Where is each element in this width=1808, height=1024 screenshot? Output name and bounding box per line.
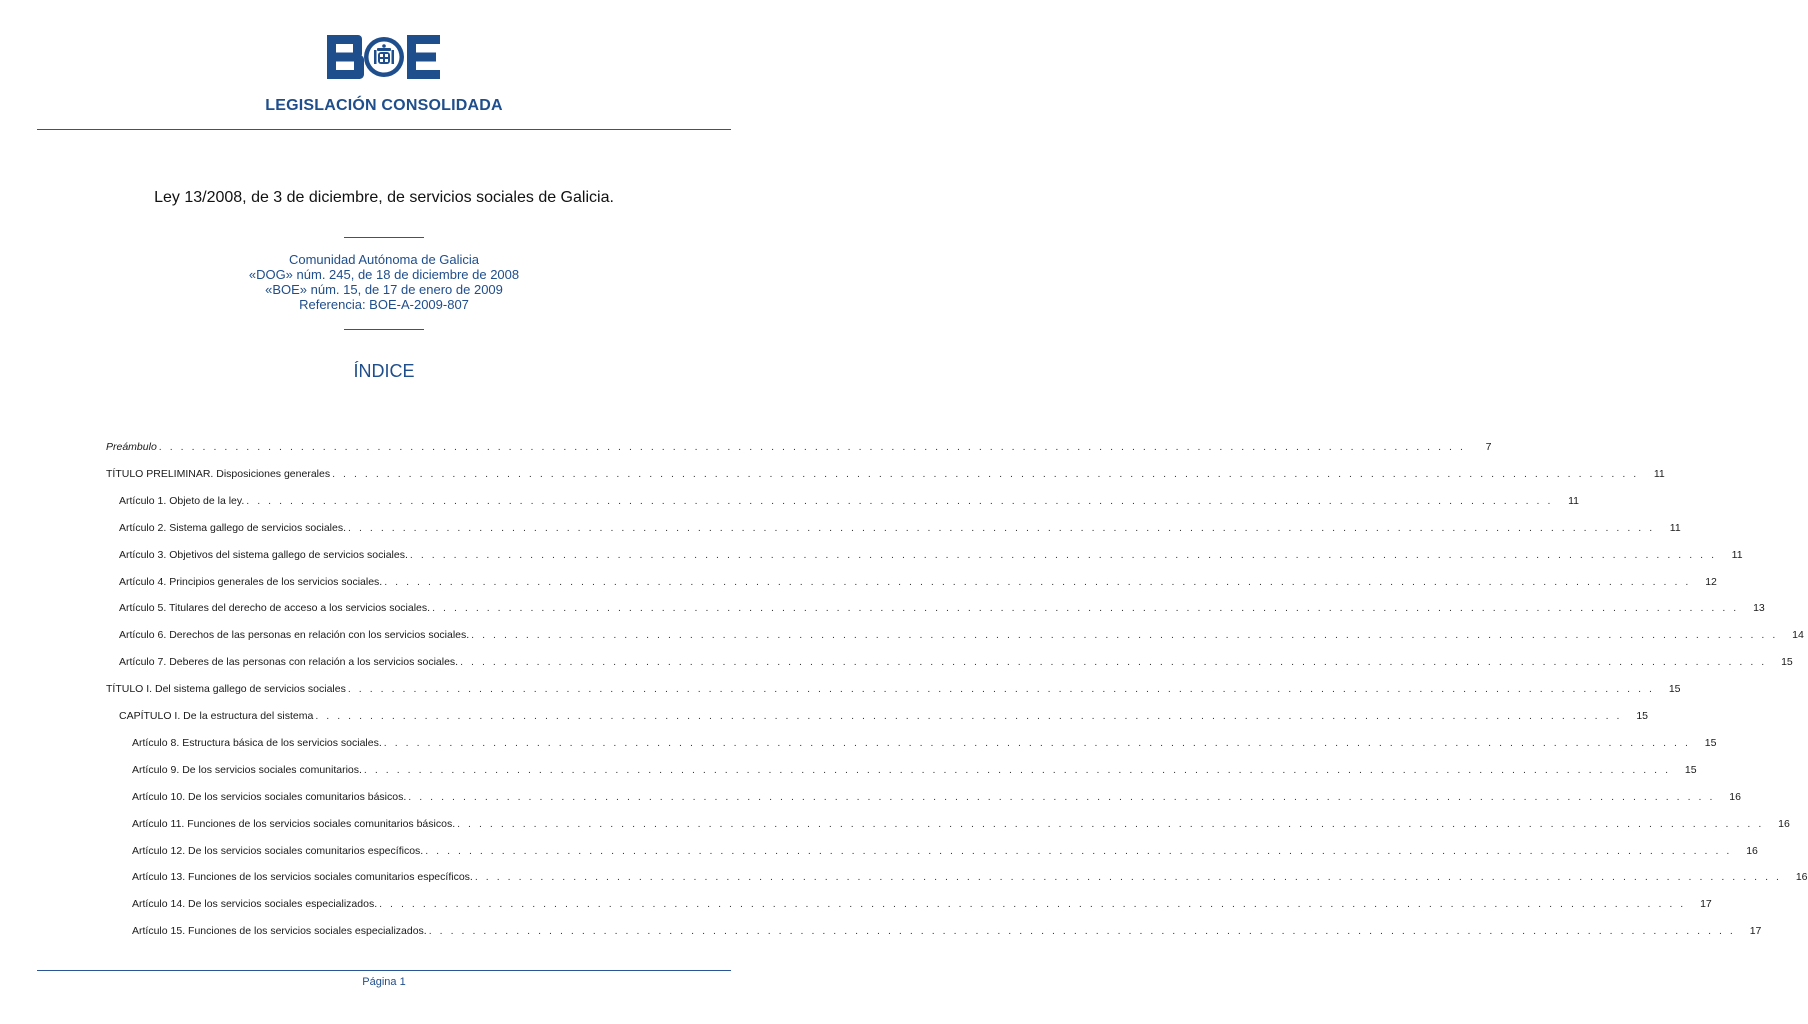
law-title: Ley 13/2008, de 3 de diciembre, de servicios sociales de Galicia.	[154, 189, 614, 206]
toc-dot-leader: . . . . . . . . . . . . . . . . . . . . . . . . . . . . . . . . . . . . . . . . . . . . . . . . . . . . . . . . . . . . . . . . . . . . . . . . . . . . . . . . . . . . . . . . . . . . . . . . . . . . . . . . . . . . . . . . . . . . . . . .	[428, 925, 1736, 937]
toc-entry-label: Artículo 13. Funciones de los servicios sociales comunitarios específicos.	[132, 871, 473, 883]
toc-entry[interactable]	[132, 925, 1762, 939]
toc-entry-page: 15	[1684, 764, 1697, 776]
meta-line-reference: Referencia: BOE-A-2009-807	[299, 297, 469, 312]
toc-entry-page: 7	[1485, 441, 1492, 453]
toc-entry-label: Artículo 11. Funciones de los servicios sociales comunitarios básicos.	[132, 818, 456, 830]
boe-logo-graphic	[327, 34, 441, 80]
toc-dot-leader: . . . . . . . . . . . . . . . . . . . . . . . . . . . . . . . . . . . . . . . . . . . . . . . . . . . . . . . . . . . . . . . . . . . . . . . . . . . . . . . . . . . . . . . . . . . . . . . . . . . . . . . . . . . . . . . . . . . . . . . .	[383, 737, 1691, 749]
toc-dot-leader: . . . . . . . . . . . . . . . . . . . . . . . . . . . . . . . . . . . . . . . . . . . . . . . . . . . . . . . . . . . . . . . . . . . . . . . . . . . . . . . . . . . . . . . . . . . . . . . . . . . . . . . . . . . . . . . . . . . . . . . .	[409, 549, 1717, 561]
toc-entry[interactable]	[132, 818, 1790, 832]
section-heading: LEGISLACIÓN CONSOLIDADA	[265, 97, 503, 114]
toc-entry[interactable]	[106, 441, 1492, 455]
toc-entry-label: TÍTULO PRELIMINAR. Disposiciones generales	[106, 468, 331, 480]
toc-entry-label: Artículo 12. De los servicios sociales comunitarios específicos.	[132, 845, 424, 857]
toc-entry[interactable]	[106, 468, 1665, 482]
toc-dot-leader: . . . . . . . . . . . . . . . . . . . . . . . . . . . . . . . . . . . . . . . . . . . . . . . . . . . . . . . . . . . . . . . . . . . . . . . . . . . . . . . . . . . . . . . . . . . . . . . . . . . . . . . . . . . . . . . . . . . . . . . .	[432, 602, 1739, 614]
footer-divider	[37, 970, 731, 971]
toc-dot-leader: . . . . . . . . . . . . . . . . . . . . . . . . . . . . . . . . . . . . . . . . . . . . . . . . . . . . . . . . . . . . . . . . . . . . . . . . . . . . . . . . . . . . . . . . . . . . . . . . . . . . . . . . . . . . . . . . . . . . . . . .	[379, 898, 1686, 910]
toc-entry[interactable]	[119, 522, 1681, 536]
toc-entry-label: Artículo 8. Estructura básica de los servicios sociales.	[132, 737, 382, 749]
toc-entry-label: Artículo 14. De los servicios sociales especializados.	[132, 898, 378, 910]
toc-entry[interactable]	[132, 898, 1712, 912]
meta-line-community: Comunidad Autónoma de Galicia	[288, 252, 480, 267]
toc-entry-label: Preámbulo	[106, 441, 157, 453]
toc-dot-leader: . . . . . . . . . . . . . . . . . . . . . . . . . . . . . . . . . . . . . . . . . . . . . . . . . . . . . . . . . . . . . . . . . . . . . . . . . . . . . . . . . . . . . . . . . . . . . . . . . . . . . . . . . . . . . . . . . . . . . . . .	[158, 441, 1466, 453]
meta-line-boe: «BOE» núm. 15, de 17 de enero de 2009	[265, 282, 503, 297]
toc-entry-page: 11	[1731, 549, 1743, 561]
toc-dot-leader: . . . . . . . . . . . . . . . . . . . . . . . . . . . . . . . . . . . . . . . . . . . . . . . . . . . . . . . . . . . . . . . . . . . . . . . . . . . . . . . . . . . . . . . . . . . . . . . . . . . . . . . . . . . . . . . . . . . . . . . .	[408, 791, 1715, 803]
meta-divider-top	[344, 237, 424, 238]
toc-entry-page: 15	[1704, 737, 1717, 749]
toc-entry-page: 14	[1792, 629, 1804, 641]
page-number: Página 1	[362, 976, 406, 988]
toc-entry-page: 11	[1669, 522, 1681, 534]
toc-entry-page: 11	[1568, 495, 1579, 507]
toc-entry-page: 16	[1746, 845, 1758, 857]
toc-entry-page: 15	[1668, 683, 1681, 695]
toc-entry[interactable]	[132, 764, 1697, 778]
toc-dot-leader: . . . . . . . . . . . . . . . . . . . . . . . . . . . . . . . . . . . . . . . . . . . . . . . . . . . . . . . . . . . . . . . . . . . . . . . . . . . . . . . . . . . . . . . . . . . . . . . . . . . . . . . . . . . . . . . . . . . . . . . .	[425, 845, 1732, 857]
toc-dot-leader: . . . . . . . . . . . . . . . . . . . . . . . . . . . . . . . . . . . . . . . . . . . . . . . . . . . . . . . . . . . . . . . . . . . . . . . . . . . . . . . . . . . . . . . . . . . . . . . . . . . . . . . . . . . . . . . . . . . . . . . .	[347, 683, 1655, 695]
toc-entry-label: Artículo 15. Funciones de los servicios sociales especializados.	[132, 925, 427, 937]
toc-entry[interactable]	[119, 656, 1793, 670]
toc-entry-page: 16	[1795, 871, 1808, 883]
toc-entry-label: Artículo 4. Principios generales de los servicios sociales.	[119, 576, 383, 588]
toc-entry-label: Artículo 1. Objeto de la ley.	[119, 495, 245, 507]
toc-entry-label: Artículo 3. Objetivos del sistema gallego de servicios sociales.	[119, 549, 408, 561]
toc-entry-label: Artículo 6. Derechos de las personas en relación con los servicios sociales.	[119, 629, 470, 641]
toc-entry-label: TÍTULO I. Del sistema gallego de servicios sociales	[106, 683, 346, 695]
toc-entry[interactable]	[119, 602, 1765, 616]
toc-entry[interactable]	[132, 871, 1808, 885]
toc-entry-page: 12	[1705, 576, 1717, 588]
toc-dot-leader: . . . . . . . . . . . . . . . . . . . . . . . . . . . . . . . . . . . . . . . . . . . . . . . . . . . . . . . . . . . . . . . . . . . . . . . . . . . . . . . . . . . . . . . . . . . . . . . . . . . . . . . . . . . . . . . . . . . . . . . .	[457, 818, 1764, 830]
toc-dot-leader: . . . . . . . . . . . . . . . . . . . . . . . . . . . . . . . . . . . . . . . . . . . . . . . . . . . . . . . . . . . . . . . . . . . . . . . . . . . . . . . . . . . . . . . . . . . . . . . . . . . . . . . . . . . . . . . . . . . . . . . .	[474, 871, 1782, 883]
toc-entry-label: Artículo 7. Deberes de las personas con relación a los servicios sociales.	[119, 656, 459, 668]
toc-entry-page: 15	[1781, 656, 1793, 668]
toc-entry-label: Artículo 5. Titulares del derecho de acceso a los servicios sociales.	[119, 602, 431, 614]
toc-dot-leader: . . . . . . . . . . . . . . . . . . . . . . . . . . . . . . . . . . . . . . . . . . . . . . . . . . . . . . . . . . . . . . . . . . . . . . . . . . . . . . . . . . . . . . . . . . . . . . . . . . . . . . . . . . . . . . . . . . . . . . . .	[384, 576, 1691, 588]
header-divider	[37, 129, 731, 130]
toc-entry[interactable]	[132, 737, 1717, 751]
toc-dot-leader: . . . . . . . . . . . . . . . . . . . . . . . . . . . . . . . . . . . . . . . . . . . . . . . . . . . . . . . . . . . . . . . . . . . . . . . . . . . . . . . . . . . . . . . . . . . . . . . . . . . . . . . . . . . . . . . . . . . . . . . .	[348, 522, 1655, 534]
toc-entry-label: CAPÍTULO I. De la estructura del sistema	[119, 710, 314, 722]
toc-dot-leader: . . . . . . . . . . . . . . . . . . . . . . . . . . . . . . . . . . . . . . . . . . . . . . . . . . . . . . . . . . . . . . . . . . . . . . . . . . . . . . . . . . . . . . . . . . . . . . . . . . . . . . . . . . . . . . . . . . . . . . . .	[363, 764, 1671, 776]
meta-line-dog: «DOG» núm. 245, de 18 de diciembre de 2008	[248, 267, 520, 282]
toc-entry-label: Artículo 2. Sistema gallego de servicios sociales.	[119, 522, 347, 534]
index-title: ÍNDICE	[353, 361, 415, 381]
toc-entry[interactable]	[119, 549, 1743, 563]
toc-dot-leader: . . . . . . . . . . . . . . . . . . . . . . . . . . . . . . . . . . . . . . . . . . . . . . . . . . . . . . . . . . . . . . . . . . . . . . . . . . . . . . . . . . . . . . . . . . . . . . . . . . . . . . . . . . . . . . . . . . . . . . . .	[460, 656, 1767, 668]
boe-logo	[327, 34, 441, 80]
toc-entry-label: Artículo 10. De los servicios sociales comunitarios básicos.	[132, 791, 407, 803]
publication-meta	[0, 252, 768, 312]
toc-dot-leader: . . . . . . . . . . . . . . . . . . . . . . . . . . . . . . . . . . . . . . . . . . . . . . . . . . . . . . . . . . . . . . . . . . . . . . . . . . . . . . . . . . . . . . . . . . . . . . . . . . . . . . . . . . . . . . . . . . . . . . . .	[332, 468, 1639, 480]
toc-entry-page: 17	[1700, 898, 1712, 910]
toc-entry-label: Artículo 9. De los servicios sociales comunitarios.	[132, 764, 362, 776]
toc-entry-page: 16	[1778, 818, 1790, 830]
toc-entry[interactable]	[119, 629, 1804, 643]
toc-entry[interactable]	[132, 845, 1758, 859]
toc-entry[interactable]	[132, 791, 1741, 805]
toc-dot-leader: . . . . . . . . . . . . . . . . . . . . . . . . . . . . . . . . . . . . . . . . . . . . . . . . . . . . . . . . . . . . . . . . . . . . . . . . . . . . . . . . . . . . . . . . . . . . . . . . . . . . . . . . . . . . . . . . . . . . . . . .	[246, 495, 1553, 507]
meta-divider-bottom	[344, 329, 424, 330]
toc-entry-page: 13	[1753, 602, 1765, 614]
toc-entry[interactable]	[119, 576, 1717, 590]
toc-entry[interactable]	[106, 683, 1681, 697]
toc-entry-page: 17	[1749, 925, 1762, 937]
toc-entry[interactable]	[119, 495, 1579, 509]
toc-entry[interactable]	[119, 710, 1648, 724]
toc-entry-page: 16	[1729, 791, 1741, 803]
toc-dot-leader: . . . . . . . . . . . . . . . . . . . . . . . . . . . . . . . . . . . . . . . . . . . . . . . . . . . . . . . . . . . . . . . . . . . . . . . . . . . . . . . . . . . . . . . . . . . . . . . . . . . . . . . . . . . . . . . . . . . . . . . .	[315, 710, 1622, 722]
toc-dot-leader: . . . . . . . . . . . . . . . . . . . . . . . . . . . . . . . . . . . . . . . . . . . . . . . . . . . . . . . . . . . . . . . . . . . . . . . . . . . . . . . . . . . . . . . . . . . . . . . . . . . . . . . . . . . . . . . . . . . . . . . .	[471, 629, 1778, 641]
toc-entry-page: 11	[1653, 468, 1665, 480]
toc-entry-page: 15	[1636, 710, 1648, 722]
